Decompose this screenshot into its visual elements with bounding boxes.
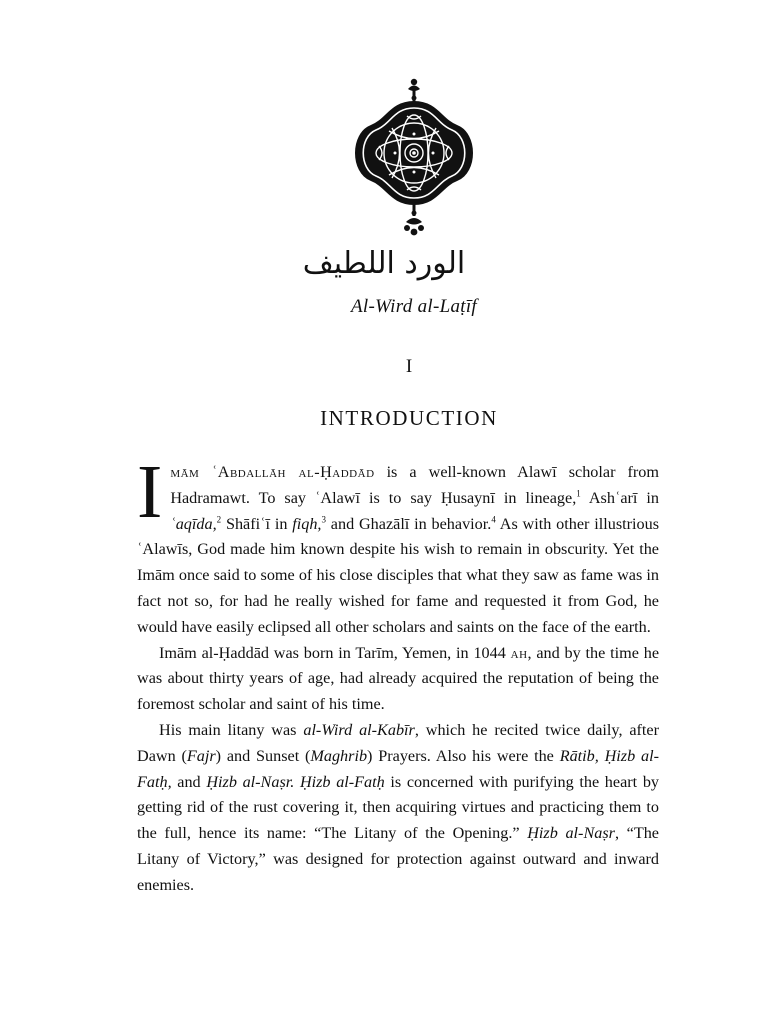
chapter-number: I: [405, 356, 413, 377]
text-segment: His main litany was: [159, 720, 304, 739]
footnote-ref[interactable]: 3: [321, 514, 326, 525]
italic-term: Rātib, Ḥizb al-Fatḥ,: [137, 746, 659, 791]
text-segment: is a well-known Alawī scholar from Hadramawt. To say ʿAlawī is to say Ḥusaynī in lineage,: [170, 463, 659, 507]
text-segment: is concerned with purifying the heart by getting rid of the rust covering it, then acquiring virtues and practicing them to the full, hence its name: “The Litany of the Opening.”: [137, 772, 660, 843]
paragraph-3: [137, 718, 659, 899]
text-segment: , “The Litany of Victory,” was designed for protection against outward and inward enemies.: [137, 824, 659, 894]
text-segment: ) and Sunset (: [215, 746, 311, 765]
text-segment: and: [171, 772, 207, 791]
text-segment: Shāfiʿī in: [221, 514, 293, 533]
text-segment: ) Prayers. Also his were the: [367, 746, 560, 765]
footnote-ref[interactable]: 1: [576, 488, 581, 499]
footnote-ref[interactable]: 4: [491, 514, 496, 525]
latin-title: Al-Wird al-Laṭīf: [350, 296, 478, 317]
italic-term: Maghrib: [310, 746, 368, 765]
arabic-title: الورد اللطيف: [302, 246, 466, 281]
paragraph-1: [137, 450, 659, 641]
paragraph-2: [137, 641, 659, 718]
text-segment: , and by the time he was about thirty years of age, had already acquired the reputation of being the foremost scholar and saint of his time.: [137, 643, 659, 714]
text-segment: Imām al-Ḥaddād was born in Tarīm, Yemen, in: [159, 643, 474, 662]
era-abbrev: ah: [510, 643, 528, 662]
text-segment: and Ghazālī in behavior.: [325, 514, 492, 533]
chapter-heading: INTRODUCTION: [320, 406, 498, 430]
text-segment: As with other illustrious ʿAlawīs, God made him known despite his wish to remain in obscurity. Yet the Imām once said to some of his close disciples that what they saw as fame was in fact not so, for had he really wished for fame and requested it from God, he would have easily eclipsed all other scholars and saints on the face of the earth.: [137, 514, 659, 636]
text-segment: , which he recited twice daily, after Dawn (: [137, 720, 660, 765]
drop-cap: I: [137, 450, 163, 534]
italic-term: al-Wird al-Kabīr: [303, 720, 415, 739]
italic-term: ʿaqīda,: [170, 514, 217, 533]
lead-small-caps: mām ʿAbdallāh al-Ḥaddād: [170, 463, 375, 481]
arabesque-medallion-icon: [349, 76, 479, 238]
text-segment: Ashʿarī in: [580, 488, 659, 507]
italic-term: Ḥizb al-Naṣr. Ḥizb al-Fatḥ: [206, 772, 385, 791]
italic-term: fiqh,: [292, 514, 322, 533]
italic-term: Fajr: [186, 746, 216, 765]
footnote-ref[interactable]: 2: [216, 514, 222, 525]
italic-term: Ḥizb al-Naṣr: [527, 824, 615, 843]
year: 1044: [473, 643, 506, 662]
body-text: [137, 450, 660, 899]
